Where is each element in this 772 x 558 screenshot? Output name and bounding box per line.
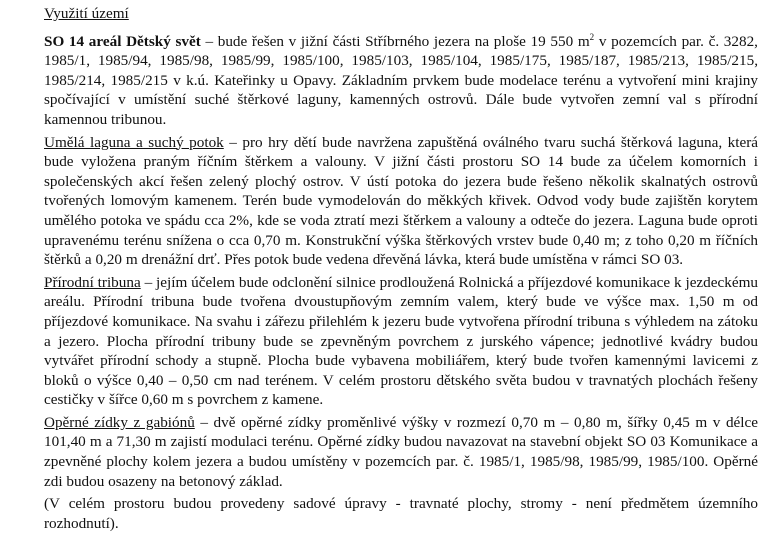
paragraph-tribuna [44, 273, 758, 410]
so14-text-b: v pozemcích par. č. 3282, 1985/1, 1985/94, 1985/98, 1985/99, 1985/100, 1985/103, 1985/104, 1985/175, 1985/187, 1985/213, 1985/215, 1985/214, 1985/215 v k.ú. Kateřinky u Opavy. Základním prvkem bude modelace terénu a vytvoření mini krajiny spočívající v umístění suché štěrkové laguny, kamenných ostrovů. Dále bude vytvořen zemní val s přírodní kamennou tribunou. [44, 32, 758, 128]
zidky-text: – dvě opěrné zídky proměnlivé výšky v rozmezí 0,70 m – 0,80 m, šířky 0,45 m v délce 101,40 m a 71,30 m zajistí modulaci terénu. Opěrné zídky budou navazovat na stavební objekt SO 03 Komunikace a zpevněné plochy kolem jezera a budou umístěny v pozemcích par. č. 1985/1, 1985/98, 1985/99, 1985/100. Opěrné zdi budou osazeny na betonový základ. [44, 413, 759, 490]
laguna-text: – pro hry dětí bude navržena zapuštěná oválného tvaru suchá štěrková laguna, která bude vyložena praným říčním štěrkem a valouny. V jižní části prostoru SO 14 bude za účelem komorních i společenských akcí řešen zelený plochý ostrov. V ústí potoka do jezera bude řešeno několik skalnatých ostrovů tvořených lomovým kamenem. Terén bude vymodelován do měkkých křivek. Odvod vody bude zajištěn korytem umělého potoka ve spádu cca 2%, kde se voda ztratí mezi štěrkem a valouny a odteče do jezera. Laguna bude oproti upravenému terénu snížena o cca 0,70 m. Konstrukční výška štěrkových vrstev bude 0,40 m; z toho 0,20 m říčních štěrků a 0,20 m drenážní drť. Přes potok bude vedena dřevěná lávka, která bude umístěna v rámci SO 03. [44, 133, 758, 269]
paragraph-laguna [44, 133, 758, 270]
paragraph-so14 [44, 32, 758, 130]
tribuna-title: Přírodní tribuna [44, 273, 141, 291]
laguna-title: Umělá laguna a suchý potok [44, 133, 224, 151]
tribuna-text: – jejím účelem bude odclonění silnice prodloužená Rolnická a příjezdové komunikace k jezdeckému areálu. Přírodní tribuna bude tvořena dvoustupňovým zemním valem, který bude ve výšce max. 1,50 m od příjezdové komunikace. Na svahu i zářezu přilehlém k jezeru bude vytvořena přírodní tribuna s výhledem na zátoku a jezero. Plocha přírodní tribuny bude se zpevněným povrchem z jurského vápence; jednotlivé kvádry budou vytvářet přírodní schody a stupně. Plocha bude vybavena mobiliářem, který bude tvořen kamennými lavicemi z bloků o výšce 0,40 – 0,50 cm nad terénem. V celém prostoru dětského světa budou v travnatých plochách řešeny cestičky v šířce 0,60 m s povrchem z kamene. [44, 273, 758, 409]
zidky-title: Opěrné zídky z gabiónů [44, 413, 195, 431]
so14-text-a: – bude řešen v jižní části Stříbrného jezera na ploše 19 550 m [200, 32, 590, 50]
so14-title: SO 14 areál Dětský svět [44, 32, 201, 50]
so14-superscript: 2 [589, 31, 595, 42]
paragraph-zidky [44, 413, 758, 491]
section-heading: Využití území [44, 5, 129, 22]
paragraph-note: (V celém prostoru budou provedeny sadové úpravy - travnaté plochy, stromy - není předmětem územního rozhodnutí). [44, 495, 758, 532]
